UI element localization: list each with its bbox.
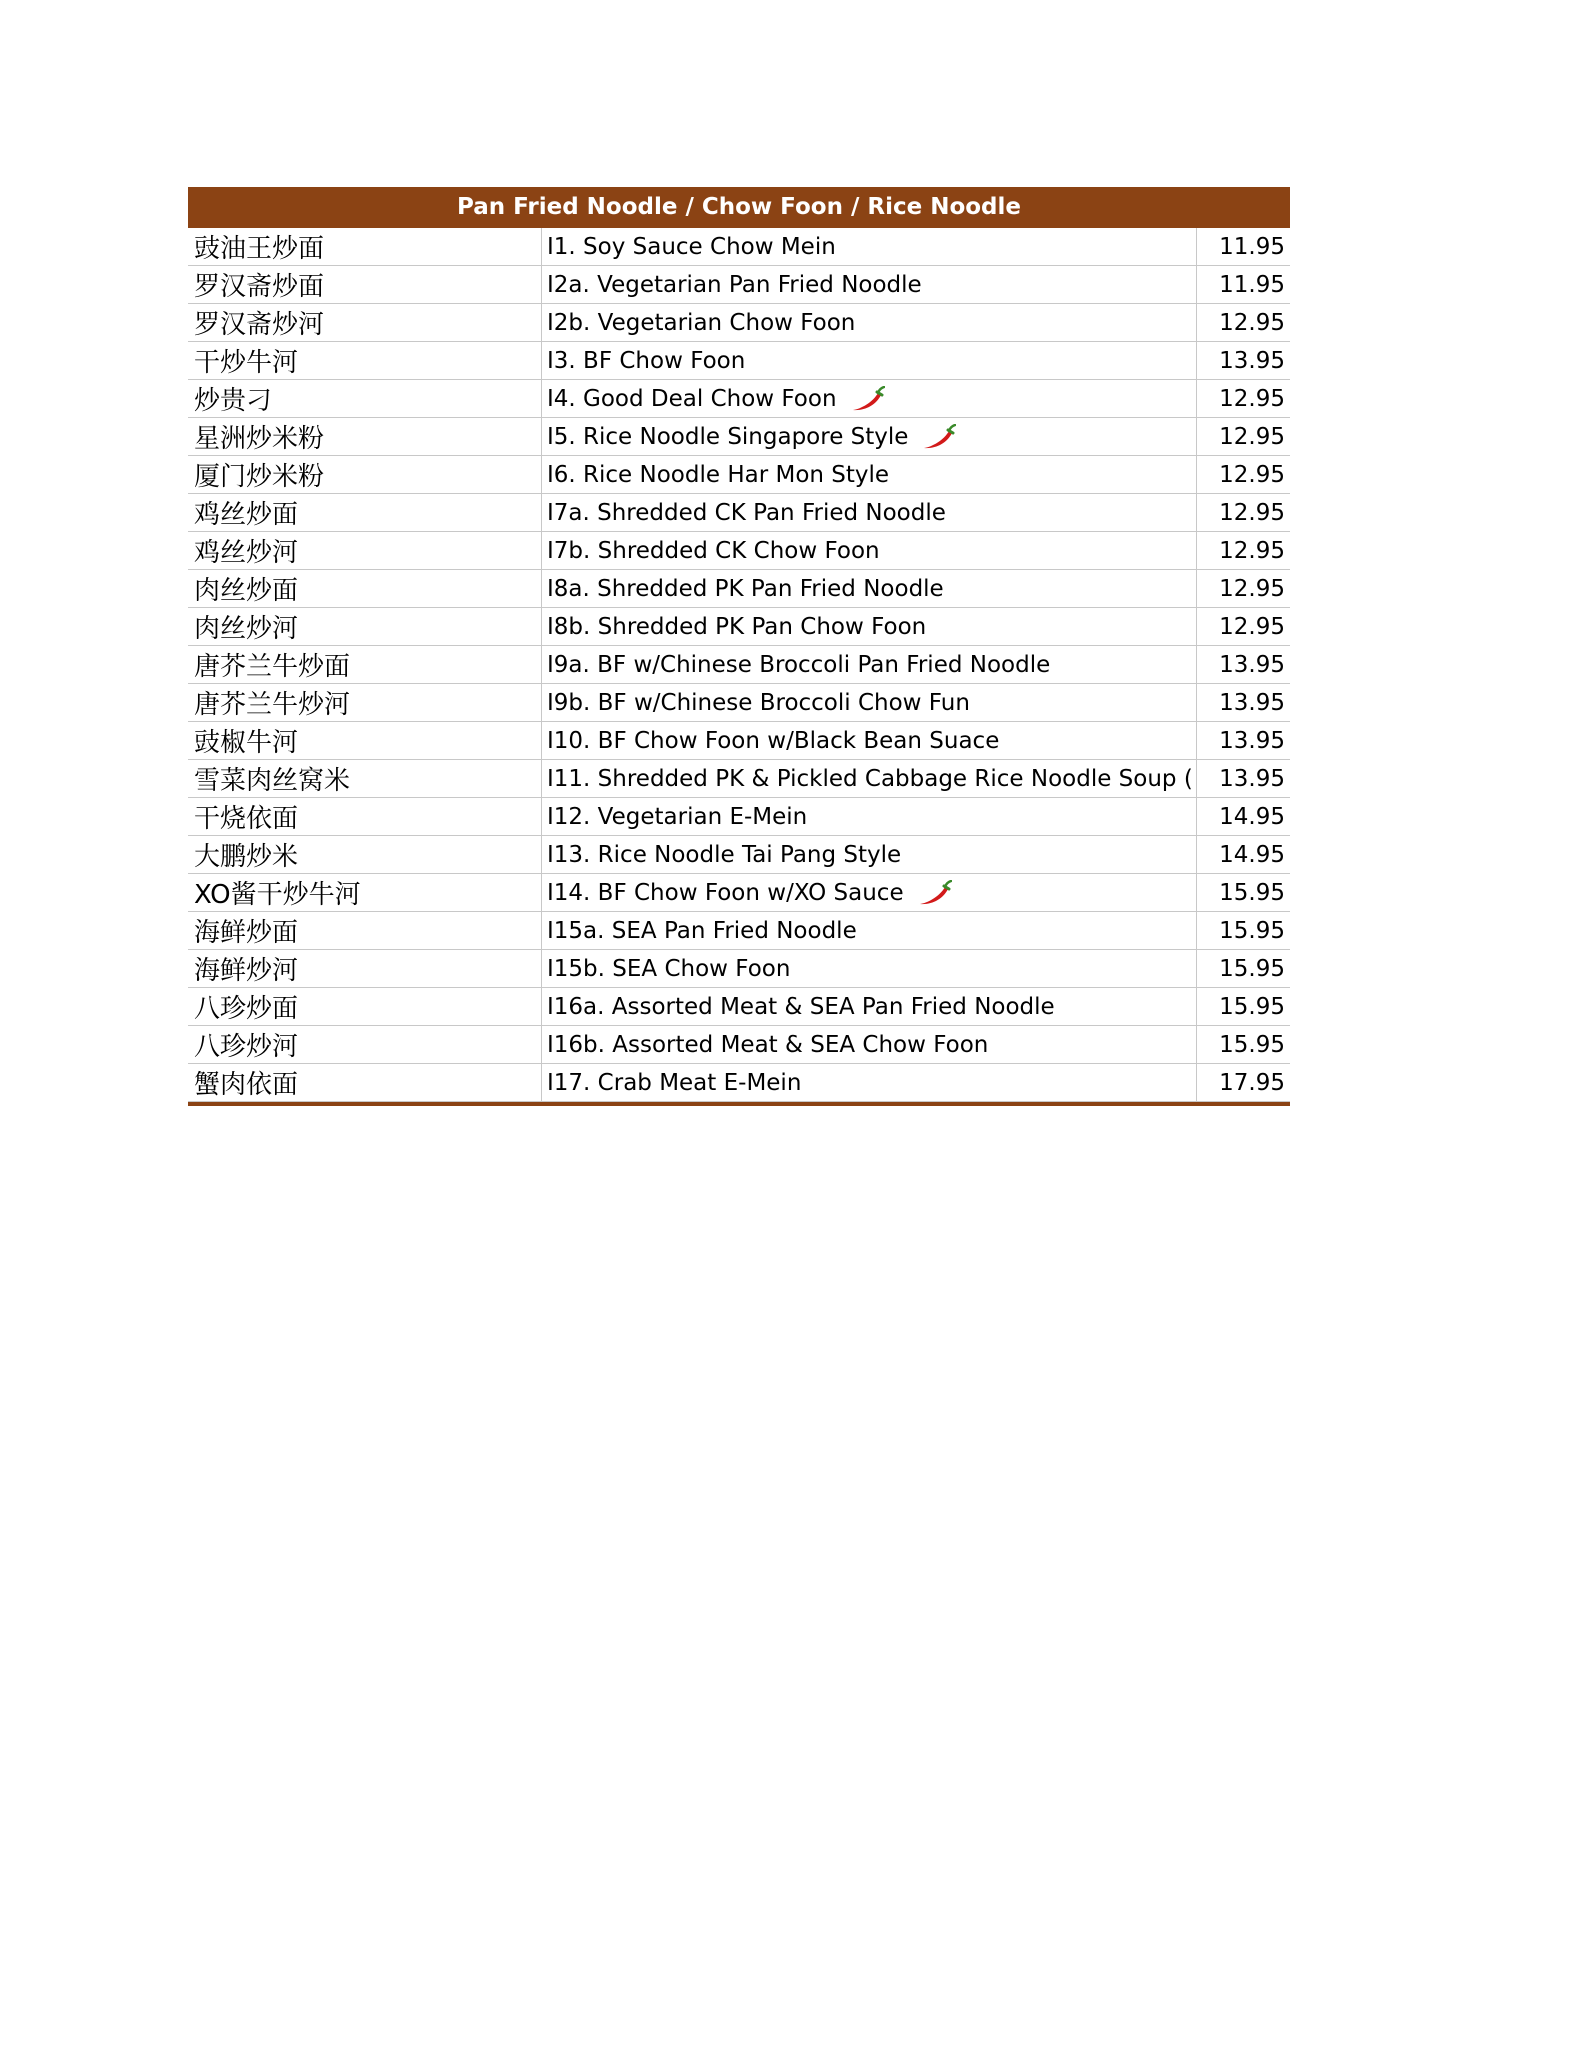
dish-price: 13.95 (1219, 765, 1285, 792)
english-dish-name-text: I15b. SEA Chow Foon (547, 955, 791, 982)
english-dish-name-text: I8b. Shredded PK Pan Chow Foon (547, 613, 927, 640)
english-dish-name (542, 646, 1197, 683)
english-dish-name (542, 380, 1197, 417)
chinese-dish-name: 星洲炒米粉 (188, 418, 542, 455)
dish-price: 14.95 (1219, 841, 1285, 868)
chinese-dish-name: 鸡丝炒面 (188, 494, 542, 531)
english-dish-name (542, 1064, 1197, 1101)
english-dish-name-text: I12. Vegetarian E-Mein (547, 803, 808, 830)
menu-item-row (188, 950, 1290, 988)
chinese-dish-name: 厦门炒米粉 (188, 456, 542, 493)
dish-price: 11.95 (1219, 271, 1285, 298)
dish-price: 15.95 (1219, 993, 1285, 1020)
dish-price: 17.95 (1219, 1069, 1285, 1096)
menu-item-row (188, 304, 1290, 342)
english-dish-name-text: I11. Shredded PK & Pickled Cabbage Rice Noodle Soup ( (547, 765, 1193, 792)
chinese-dish-name: 罗汉斋炒面 (188, 266, 542, 303)
english-dish-name-text: I17. Crab Meat E-Mein (547, 1069, 802, 1096)
menu-item-row (188, 380, 1290, 418)
menu-item-row (188, 646, 1290, 684)
dish-price: 15.95 (1219, 917, 1285, 944)
chinese-dish-name: 八珍炒面 (188, 988, 542, 1025)
dish-price: 13.95 (1219, 727, 1285, 754)
menu-item-row (188, 228, 1290, 266)
chinese-dish-name: 罗汉斋炒河 (188, 304, 542, 341)
chinese-dish-name: 炒贵刁 (188, 380, 542, 417)
english-dish-name-text: I14. BF Chow Foon w/XO Sauce (547, 879, 904, 906)
dish-price: 12.95 (1219, 499, 1285, 526)
chinese-dish-name: 豉椒牛河 (188, 722, 542, 759)
menu-item-row (188, 912, 1290, 950)
menu-table (188, 187, 1290, 1106)
dish-price: 11.95 (1219, 233, 1285, 260)
chinese-dish-name: 肉丝炒河 (188, 608, 542, 645)
english-dish-name-text: I13. Rice Noodle Tai Pang Style (547, 841, 902, 868)
english-dish-name-text: I7b. Shredded CK Chow Foon (547, 537, 880, 564)
dish-price: 15.95 (1219, 955, 1285, 982)
dish-price: 12.95 (1219, 309, 1285, 336)
english-dish-name (542, 1026, 1197, 1063)
english-dish-name (542, 532, 1197, 569)
chinese-dish-name: 唐芥兰牛炒河 (188, 684, 542, 721)
menu-item-row (188, 418, 1290, 456)
english-dish-name-text: I16b. Assorted Meat & SEA Chow Foon (547, 1031, 989, 1058)
menu-item-row (188, 532, 1290, 570)
menu-item-row (188, 456, 1290, 494)
english-dish-name (542, 570, 1197, 607)
english-dish-name-text: I9b. BF w/Chinese Broccoli Chow Fun (547, 689, 970, 716)
chinese-dish-name: 海鲜炒面 (188, 912, 542, 949)
menu-item-row (188, 988, 1290, 1026)
english-dish-name (542, 494, 1197, 531)
english-dish-name-text: I6. Rice Noodle Har Mon Style (547, 461, 890, 488)
english-dish-name (542, 684, 1197, 721)
english-dish-name-text: I1. Soy Sauce Chow Mein (547, 233, 836, 260)
chinese-dish-name: 干烧依面 (188, 798, 542, 835)
english-dish-name (542, 798, 1197, 835)
menu-item-row (188, 266, 1290, 304)
english-dish-name (542, 456, 1197, 493)
chinese-dish-name: 唐芥兰牛炒面 (188, 646, 542, 683)
menu-item-row (188, 1026, 1290, 1064)
menu-item-row (188, 836, 1290, 874)
menu-item-row (188, 342, 1290, 380)
english-dish-name-text: I2a. Vegetarian Pan Fried Noodle (547, 271, 922, 298)
dish-price: 12.95 (1219, 461, 1285, 488)
menu-item-row (188, 494, 1290, 532)
chinese-dish-name: 海鲜炒河 (188, 950, 542, 987)
chinese-dish-name: 干炒牛河 (188, 342, 542, 379)
english-dish-name-text: I5. Rice Noodle Singapore Style (547, 423, 909, 450)
menu-section-title: Pan Fried Noodle / Chow Foon / Rice Noodle (188, 187, 1290, 228)
english-dish-name (542, 342, 1197, 379)
dish-price: 14.95 (1219, 803, 1285, 830)
english-dish-name (542, 950, 1197, 987)
english-dish-name-text: I8a. Shredded PK Pan Fried Noodle (547, 575, 944, 602)
chinese-dish-name: 肉丝炒面 (188, 570, 542, 607)
chinese-dish-name: XO酱干炒牛河 (188, 874, 542, 911)
menu-item-row (188, 798, 1290, 836)
dish-price: 15.95 (1219, 1031, 1285, 1058)
menu-item-row (188, 760, 1290, 798)
chinese-dish-name: 鸡丝炒河 (188, 532, 542, 569)
english-dish-name (542, 912, 1197, 949)
chinese-dish-name: 蟹肉依面 (188, 1064, 542, 1101)
dish-price: 12.95 (1219, 537, 1285, 564)
dish-price: 13.95 (1219, 347, 1285, 374)
english-dish-name-text: I2b. Vegetarian Chow Foon (547, 309, 856, 336)
dish-price: 13.95 (1219, 651, 1285, 678)
chili-pepper-icon (851, 386, 885, 412)
dish-price: 12.95 (1219, 613, 1285, 640)
dish-price: 13.95 (1219, 689, 1285, 716)
chili-pepper-icon (922, 424, 956, 450)
dish-price: 15.95 (1219, 879, 1285, 906)
chili-pepper-icon (918, 880, 952, 906)
english-dish-name (542, 228, 1197, 265)
menu-item-row (188, 722, 1290, 760)
menu-item-row (188, 1064, 1290, 1102)
english-dish-name (542, 760, 1197, 797)
english-dish-name-text: I10. BF Chow Foon w/Black Bean Suace (547, 727, 1000, 754)
menu-item-row (188, 684, 1290, 722)
dish-price: 12.95 (1219, 385, 1285, 412)
english-dish-name (542, 722, 1197, 759)
menu-item-row (188, 570, 1290, 608)
chinese-dish-name: 八珍炒河 (188, 1026, 542, 1063)
english-dish-name (542, 266, 1197, 303)
english-dish-name (542, 988, 1197, 1025)
english-dish-name (542, 304, 1197, 341)
english-dish-name-text: I16a. Assorted Meat & SEA Pan Fried Noodle (547, 993, 1055, 1020)
english-dish-name (542, 418, 1197, 455)
english-dish-name (542, 874, 1197, 911)
menu-item-row (188, 608, 1290, 646)
chinese-dish-name: 雪菜肉丝窝米 (188, 760, 542, 797)
english-dish-name-text: I7a. Shredded CK Pan Fried Noodle (547, 499, 946, 526)
menu-items-list (188, 228, 1290, 1102)
chinese-dish-name: 大鹏炒米 (188, 836, 542, 873)
english-dish-name-text: I4. Good Deal Chow Foon (547, 385, 837, 412)
english-dish-name-text: I9a. BF w/Chinese Broccoli Pan Fried Noodle (547, 651, 1051, 678)
menu-item-row (188, 874, 1290, 912)
english-dish-name (542, 608, 1197, 645)
chinese-dish-name: 豉油王炒面 (188, 228, 542, 265)
dish-price: 12.95 (1219, 575, 1285, 602)
dish-price: 12.95 (1219, 423, 1285, 450)
english-dish-name-text: I15a. SEA Pan Fried Noodle (547, 917, 857, 944)
english-dish-name (542, 836, 1197, 873)
english-dish-name-text: I3. BF Chow Foon (547, 347, 746, 374)
